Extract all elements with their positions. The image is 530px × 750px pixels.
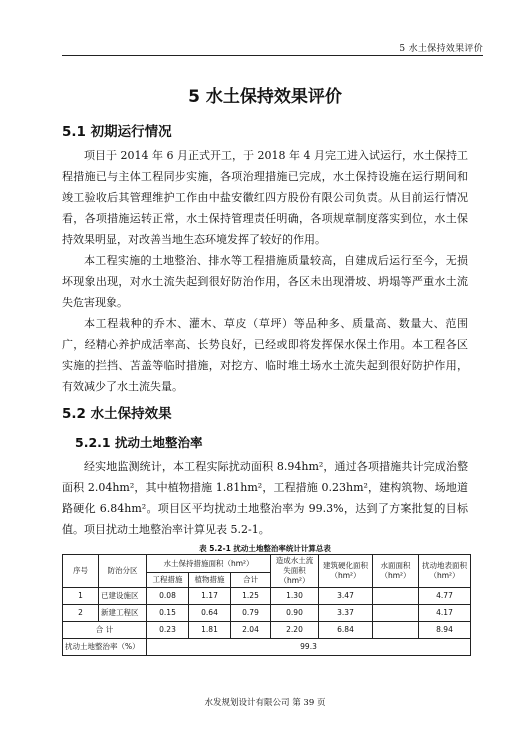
cell-zone: 新建工程区: [99, 605, 147, 622]
table-rate-row: [63, 639, 471, 656]
cell-subtotal: 1.25: [231, 588, 271, 605]
cell-seq: 2: [63, 605, 99, 622]
cell-water: [373, 605, 419, 622]
cell-hardened: 3.37: [319, 605, 373, 622]
cell-loss: 0.90: [271, 605, 319, 622]
paragraph-5-2-1-2: 项目扰动土地整治率计算见表 5.2-1。: [84, 523, 270, 536]
table-total-row: [63, 622, 471, 639]
cell-total-hardened: 6.84: [319, 622, 373, 639]
section-5-2-1-title: 5.2.1 扰动土地整治率: [75, 435, 203, 450]
cell-engineering: 0.08: [147, 588, 189, 605]
page-footer: 水发规划设计有限公司 第 39 页: [204, 698, 326, 708]
chapter-title: 5 水土保持效果评价: [188, 87, 342, 107]
paragraph-5-1-3: 本工程栽种的乔木、灌木、草皮（草坪）等品种多、质量高、数量大、范围广，经精心养护成活率高、长势良好，已经或即将发挥保水保土作用。本工程各区实施的拦挡、苫盖等临时措施，对挖方、临时堆土场水土流失起到很好防护作用，有效减少了水土流失量。: [62, 317, 468, 393]
header-loss-area: 造成水土流失面积（hm²）: [271, 555, 319, 588]
cell-total-disturbed: 8.94: [419, 622, 471, 639]
cell-total-water: [373, 622, 419, 639]
cell-engineering: 0.15: [147, 605, 189, 622]
header-subtotal: 合计: [231, 573, 271, 588]
header-zone: 防治分区: [99, 555, 147, 588]
header-measure-area: 水土保持措施面积（hm²）: [147, 555, 271, 573]
cell-total-loss: 2.20: [271, 622, 319, 639]
cell-subtotal: 0.79: [231, 605, 271, 622]
cell-disturbed: 4.17: [419, 605, 471, 622]
cell-water: [373, 588, 419, 605]
header-seq: 序号: [63, 555, 99, 588]
running-head: 5 水土保持效果评价: [399, 44, 483, 54]
disturbance-rate-table: [62, 554, 471, 656]
header-engineering: 工程措施: [147, 573, 189, 588]
header-disturbed-area: 扰动地表面积（hm²）: [419, 555, 471, 588]
cell-zone: 已建设施区: [99, 588, 147, 605]
header-water-area: 水面面积（hm²）: [373, 555, 419, 588]
table-row: [63, 605, 471, 622]
paragraph-5-2-1-1: 经实地监测统计，本工程实际扰动面积 8.94hm²，通过各项措施共计完成治整面积 2.04hm²，其中植物措施 1.81hm²，工程措施 0.23hm²，建构筑物、场地道路硬化 6.84hm²。项目区平均扰动土地整治率为 99.3%，达到了方案批复的目标值。: [62, 460, 468, 536]
header-hardened-area: 建筑硬化面积（hm²）: [319, 555, 373, 588]
table-caption: 表 5.2-1 扰动土地整治率统计计算总表: [199, 544, 331, 553]
paragraph-5-1-1: 项目于 2014 年 6 月正式开工，于 2018 年 4 月完工进入试运行，水土保持工程措施已与主体工程同步实施，各项治理措施已完成，水土保持设施在运行期间和竣工验收后其管理维护工作由中盐安徽红四方股份有限公司负责。从目前运行情况看，各项措施运转正常，水土保持管理责任明确，各项规章制度落实到位，水土保持效果明显，对改善当地生态环境发挥了较好的作用。: [62, 149, 468, 246]
cell-total-subtotal: 2.04: [231, 622, 271, 639]
cell-total-label: 合 计: [63, 622, 147, 639]
cell-seq: 1: [63, 588, 99, 605]
section-5-2-title: 5.2 水土保持效果: [62, 406, 172, 422]
header-plant: 植物措施: [189, 573, 231, 588]
paragraph-5-1-2: 本工程实施的土地整治、排水等工程措施质量较高，自建成后运行至今，无损坏现象出现，对水土流失起到很好防治作用，各区未出现滑坡、坍塌等严重水土流失危害现象。: [62, 254, 468, 309]
header-rule: [62, 55, 483, 56]
cell-total-engineering: 0.23: [147, 622, 189, 639]
section-5-1-title: 5.1 初期运行情况: [62, 124, 172, 140]
cell-plant: 1.17: [189, 588, 231, 605]
cell-rate-label: 扰动土地整治率（%）: [63, 639, 147, 656]
cell-hardened: 3.47: [319, 588, 373, 605]
cell-total-plant: 1.81: [189, 622, 231, 639]
cell-loss: 1.30: [271, 588, 319, 605]
cell-rate-value: 99.3: [147, 639, 471, 656]
cell-plant: 0.64: [189, 605, 231, 622]
table-row: [63, 588, 471, 605]
cell-disturbed: 4.77: [419, 588, 471, 605]
